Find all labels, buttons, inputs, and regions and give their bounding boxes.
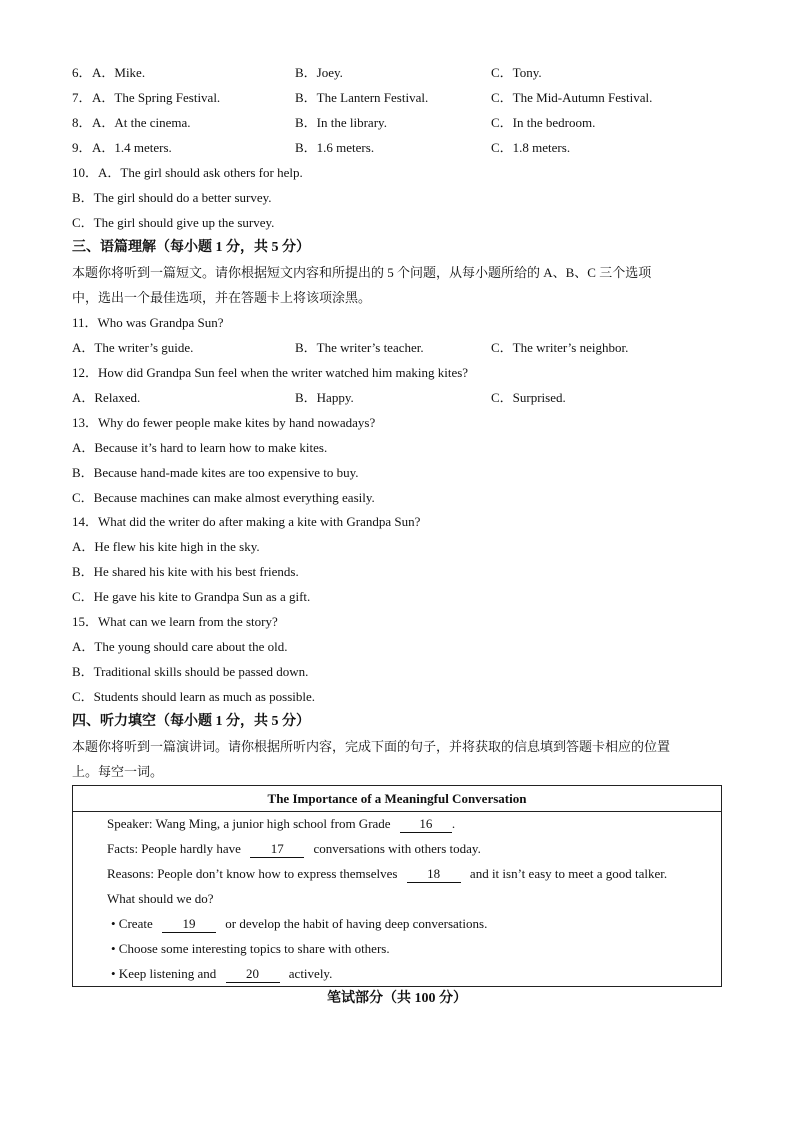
section-4-heading: 四、听力填空（每小题 1 分，共 5 分） xyxy=(72,714,310,729)
option-a: A．The Spring Festival. xyxy=(92,90,221,105)
question-14-option-c: C．He gave his kite to Grandpa Sun as a gift. xyxy=(72,589,311,604)
reasons-text-end: and it isn’t easy to meet a good talker. xyxy=(469,866,668,881)
question-14-option-a: A．He flew his kite high in the sky. xyxy=(72,539,260,554)
option-b: B．1.6 meters. xyxy=(295,140,375,155)
question-10-option-c: C．The girl should give up the survey. xyxy=(72,215,275,230)
question-15-option-b: B．Traditional skills should be passed down. xyxy=(72,664,309,679)
option-a: A．1.4 meters. xyxy=(92,140,172,155)
option-b: B．Joey. xyxy=(295,65,343,80)
option-a: A．Relaxed. xyxy=(72,390,141,405)
facts-text-end: conversations with others today. xyxy=(313,841,481,856)
question-10-option-b: B．The girl should do a better survey. xyxy=(72,190,272,205)
question-12-stem: 12．How did Grandpa Sun feel when the writer watched him making kites? xyxy=(72,365,469,380)
question-number: 7． xyxy=(72,90,92,105)
facts-line xyxy=(107,838,481,860)
speaker-text: Speaker: Wang Ming, a junior high school from Grade xyxy=(107,816,391,831)
question-11-stem: 11．Who was Grandpa Sun? xyxy=(72,315,224,330)
question-14-option-b: B．He shared his kite with his best friends. xyxy=(72,564,299,579)
section-3-heading: 三、语篇理解（每小题 1 分，共 5 分） xyxy=(72,240,310,255)
question-13-option-a: A．Because it’s hard to learn how to make kites. xyxy=(72,440,328,455)
blank-number: 20 xyxy=(246,966,260,981)
create-text-end: or develop the habit of having deep conversations. xyxy=(225,916,488,931)
option-c: C．Tony. xyxy=(491,65,542,80)
choose-line: • Choose some interesting topics to share with others. xyxy=(111,941,390,956)
question-number: 9． xyxy=(72,140,92,155)
option-c: C．The writer’s neighbor. xyxy=(491,340,629,355)
question-13-stem: 13．Why do fewer people make kites by hand nowadays? xyxy=(72,415,376,430)
option-b: B．The writer’s teacher. xyxy=(295,340,424,355)
blank-number: 16 xyxy=(419,816,433,831)
option-a: A．Mike. xyxy=(92,65,146,80)
create-text: • Create xyxy=(111,916,153,931)
question-number: 6． xyxy=(72,65,92,80)
blank-16[interactable] xyxy=(400,816,452,833)
blank-number: 18 xyxy=(427,866,441,881)
question-15-option-c: C．Students should learn as much as possible. xyxy=(72,689,316,704)
blank-20[interactable] xyxy=(226,966,280,983)
option-c: C．1.8 meters. xyxy=(491,140,571,155)
facts-text: Facts: People hardly have xyxy=(107,841,241,856)
question-number: 8． xyxy=(72,115,92,130)
section-4-instructions-line-1: 本题你将听到一篇演讲词。请你根据所听内容，完成下面的句子，并将获取的信息填到答题卡相应的位置 xyxy=(72,739,671,754)
listening-notes-box xyxy=(72,785,722,987)
section-4-instructions-line-2: 上。每空一词。 xyxy=(72,764,164,779)
keep-text-end: actively. xyxy=(288,966,333,981)
option-c: C．In the bedroom. xyxy=(491,115,596,130)
option-b: B．Happy. xyxy=(295,390,354,405)
option-b: B．In the library. xyxy=(295,115,387,130)
blank-19[interactable] xyxy=(162,916,216,933)
keep-line xyxy=(111,963,332,985)
question-14-stem: 14．What did the writer do after making a kite with Grandpa Sun? xyxy=(72,514,421,529)
reasons-text: Reasons: People don’t know how to express themselves xyxy=(107,866,398,881)
speaker-end: . xyxy=(451,816,456,831)
option-a: A．At the cinema. xyxy=(92,115,191,130)
option-a: A．The writer’s guide. xyxy=(72,340,194,355)
question-15-stem: 15．What can we learn from the story? xyxy=(72,614,278,629)
question-10-stem: 10．A．The girl should ask others for help. xyxy=(72,165,303,180)
option-c: C．Surprised. xyxy=(491,390,566,405)
blank-17[interactable] xyxy=(250,841,304,858)
question-15-option-a: A．The young should care about the old. xyxy=(72,639,288,654)
section-3-instructions-line-2: 中，选出一个最佳选项，并在答题卡上将该项涂黑。 xyxy=(72,290,372,305)
section-3-instructions-line-1: 本题你将听到一篇短文。请你根据短文内容和所提出的 5 个问题，从每小题所给的 A、B、C 三个选项 xyxy=(72,265,652,280)
box-title: The Importance of a Meaningful Conversation xyxy=(73,786,721,812)
reasons-line xyxy=(107,863,667,885)
question-13-option-c: C．Because machines can make almost everything easily. xyxy=(72,490,375,505)
create-line xyxy=(111,913,487,935)
blank-number: 17 xyxy=(270,841,284,856)
blank-18[interactable] xyxy=(407,866,461,883)
blank-number: 19 xyxy=(182,916,196,931)
option-b: B．The Lantern Festival. xyxy=(295,90,429,105)
option-c: C．The Mid-Autumn Festival. xyxy=(491,90,653,105)
question-13-option-b: B．Because hand-made kites are too expensive to buy. xyxy=(72,465,359,480)
keep-text: • Keep listening and xyxy=(111,966,217,981)
written-part-title: 笔试部分（共 100 分） xyxy=(327,991,467,1006)
what-line: What should we do? xyxy=(107,891,214,906)
speaker-line xyxy=(107,813,455,835)
